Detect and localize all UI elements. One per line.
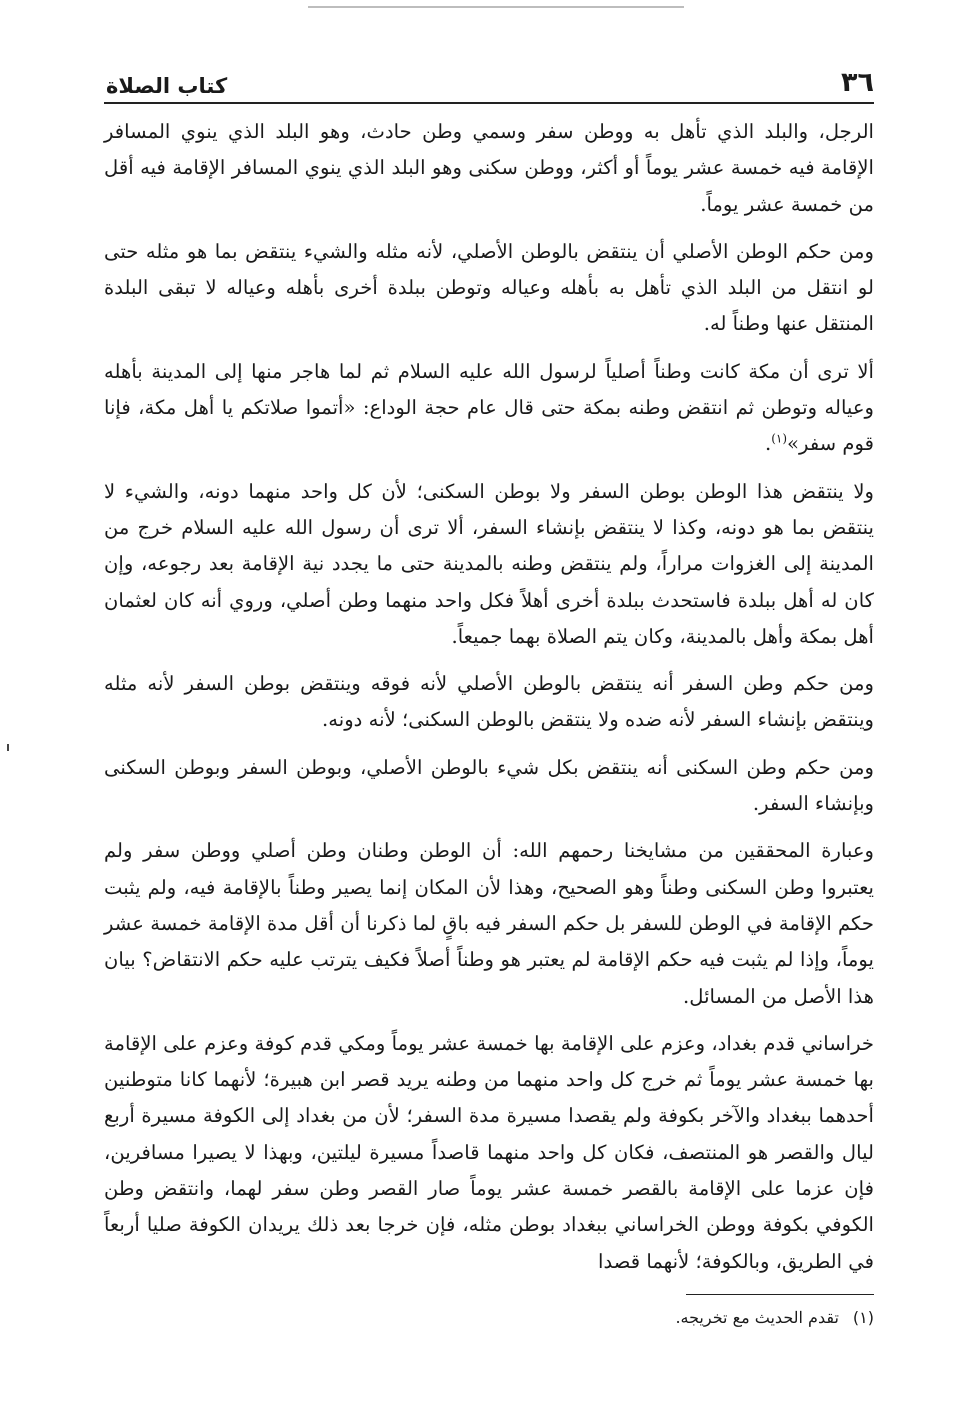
paragraph: ومن حكم وطن السفر أنه ينتقض بالوطن الأصلي لأنه فوقه وينتقض بوطن السفر لأنه مثله وينتقض بإنشاء السفر لأنه ضده ولا ينتقض بالوطن السكنى؛ لأنه دونه. [104,672,874,732]
paragraph: وعبارة المحققين من مشايخنا رحمهم الله: أن الوطن وطنان وطن أصلي ووطن سفر ولم يعتبروا وطن السكنى وطناً وهو الصحيح، وهذا لأن المكان إنما يصير وطناً بالإقامة فيه، ولم يثبت حكم الإقامة في الوطن للسفر بل حكم السفر فيه باقٍ لما ذكرنا أن أقل مدة الإقامة خمسة عشر يوماً، وإذا لم يثبت فيه حكم الإقامة لم يعتبر هو وطناً أصلاً فكيف يترتب عليه حكم الانتقاض؟ بيان هذا الأصل من المسائل. [104,839,874,1008]
page-header [104,58,874,98]
footnote-rule [686,1294,874,1295]
main-text [104,114,874,1280]
paragraph: ومن حكم وطن السكنى أنه ينتقض بكل شيء بالوطن الأصلي، وبوطن السفر وبوطن السكنى وبإنشاء السفر. [104,755,874,816]
paragraph: الرجل، والبلد الذي تأهل به ووطن سفر وسمي وطن حادث، وهو البلد الذي ينوي المسافر الإقامة فيه خمسة عشر يوماً أو أكثر، ووطن سكنى وهو البلد الذي ينوي المسافر الإقامة فيه أقل من خمسة عشر يوماً. [104,120,874,216]
footnote [675,1300,874,1336]
paragraph-end-mark: . [764,432,772,456]
paragraph: خراساني قدم بغداد، وعزم على الإقامة بها خمسة عشر يوماً ومكي قدم كوفة وعزم على الإقامة بها خمسة عشر يوماً ثم خرج كل واحد منهما من وطنه يريد قصر ابن هبيرة؛ لأنهما كانا متوطنين أحدهما ببغداد والآخر بكوفة ولم يقصدا مسيرة مدة السفر؛ لأن من بغداد إلى الكوفة مسيرة أربع ليال والقصر هو المنتصف، فكان كل واحد منهما قاصداً مسيرة ليلتين، وبهذا لا يصيرا مسافرين، فإن عزما على الإقامة بالقصر خمسة عشر يوماً صار القصر وطن سفر لهما، وانتقض وطن الكوفي بكوفة ووطن الخراساني ببغداد بوطن مثله، فإن خرجا بعد ذلك يريدان الكوفة صليا أربعاً في الطريق، وبالكوفة؛ لأنهما قصدا [104,1031,874,1273]
footnote-number: (١) [852,1308,874,1327]
footnote-text: تقدم الحديث مع تخريجه. [675,1308,839,1327]
page-number: ٣٦ [841,67,874,98]
paragraph-with-footnote [104,354,874,463]
paragraph: ولا ينتقض هذا الوطن بوطن السفر ولا بوطن السكنى؛ لأن كل واحد منهما دونه، والشيء لا ينتقض بما هو دونه، وكذا لا ينتقض بإنشاء السفر، ألا ترى أن رسول الله عليه السلام خرج من المدينة إلى الغزوات مراراً، ولم ينتقض وطنه بالمدينة حتى ما يجدد نية الإقامة بعد رجوعه، وإن كان له أهل ببلدة فاستحدث ببلدة أخرى أهلاً فكل واحد منهما وطن أصلي، وروي أنه كان لعثمان أهل بمكة وأهل بالمدينة، وكان يتم الصلاة بهما جميعاً. [104,479,874,648]
paragraph-text: ألا ترى أن مكة كانت وطناً أصلياً لرسول الله عليه السلام ثم لما هاجر منها إلى المدينة بأهله وعياله وتوطن ثم انتقض وطنه بمكة حتى قال عام حجة الوداع: «أتموا صلاتكم يا أهل مكة، فإنا قوم سفر» [104,359,874,456]
header-rule [104,102,874,104]
book-title: كتاب الصلاة [106,74,228,98]
margin-mark [7,744,9,751]
footnote-reference[interactable]: (١) [771,431,788,446]
paragraph: ومن حكم الوطن الأصلي أن ينتقض بالوطن الأصلي، لأنه مثله والشيء ينتقض بما هو مثله حتى لو انتقل من البلد الذي تأهل به بأهله وعياله وتوطن ببلدة أخرى بأهله وعياله لا تبقى البلدة المنتقل عنها وطناً له. [104,239,874,336]
top-edge-rule [308,6,684,8]
book-page [104,58,874,1280]
